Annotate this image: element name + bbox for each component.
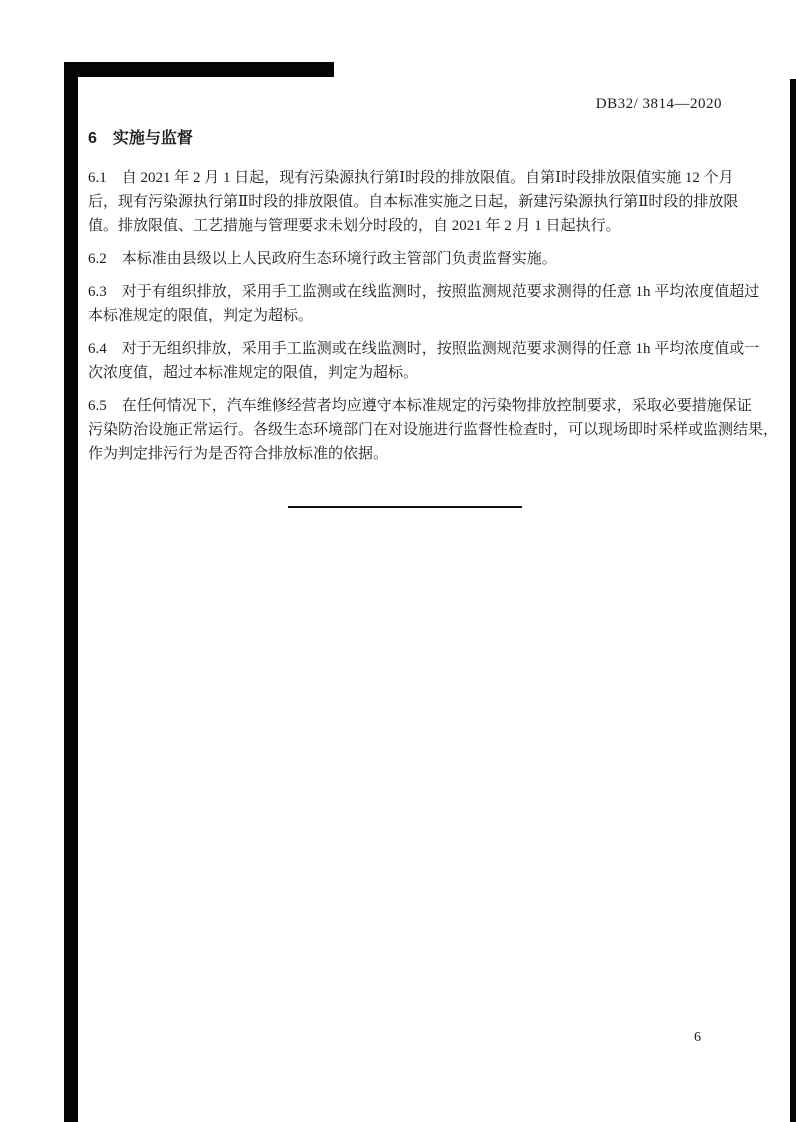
paragraph-6-5-line-3: 作为判定排污行为是否符合排放标准的依据。 — [88, 446, 389, 462]
paragraph-6-1-line-1: 6.1 自 2021 年 2 月 1 日起，现有污染源执行第Ⅰ时段的排放限值。自第Ⅰ时段排放限值实施 12 个月 — [88, 170, 734, 186]
paragraph-6-3-line-2: 本标准规定的限值，判定为超标。 — [88, 308, 314, 324]
page-number: 6 — [694, 1030, 701, 1045]
doc-number: DB32/ 3814—2020 — [595, 96, 722, 112]
paragraph-6-4-line-1: 6.4 对于无组织排放，采用手工监测或在线监测时，按照监测规范要求测得的任意 1h 平均浓度值或一 — [88, 341, 760, 357]
paragraph-6-2-line-1: 6.2 本标准由县级以上人民政府生态环境行政主管部门负责监督实施。 — [88, 251, 557, 267]
paragraph-6-5-line-1: 6.5 在任何情况下，汽车维修经营者均应遵守本标准规定的污染物排放控制要求，采取必要措施保证 — [88, 398, 752, 414]
paragraph-6-3 — [88, 280, 760, 328]
section-heading: 6 实施与监督 — [88, 130, 193, 147]
paragraph-6-1-line-3: 值。排放限值、工艺措施与管理要求未划分时段的，自 2021 年 2 月 1 日起执行。 — [88, 218, 621, 234]
paragraph-6-1-line-2: 后，现有污染源执行第Ⅱ时段的排放限值。自本标准实施之日起，新建污染源执行第Ⅱ时段的排放限 — [88, 194, 739, 210]
paragraph-6-2 — [88, 247, 722, 271]
end-divider-rule — [288, 506, 522, 508]
scan-artifact-right-bar — [790, 79, 796, 1122]
scan-artifact-top-bar — [64, 62, 334, 77]
paragraph-6-5 — [88, 394, 779, 466]
paragraph-6-5-line-2: 污染防治设施正常运行。各级生态环境部门在对设施进行监督性检查时，可以现场即时采样或监测结果， — [88, 422, 779, 438]
paragraph-6-3-line-1: 6.3 对于有组织排放，采用手工监测或在线监测时，按照监测规范要求测得的任意 1h 平均浓度值超过 — [88, 284, 760, 300]
scan-artifact-left-bar — [64, 62, 78, 1122]
paragraph-6-4-line-2: 次浓度值，超过本标准规定的限值，判定为超标。 — [88, 365, 419, 381]
paragraph-6-4 — [88, 337, 760, 385]
paragraph-6-1 — [88, 166, 739, 238]
content-column — [88, 128, 779, 508]
